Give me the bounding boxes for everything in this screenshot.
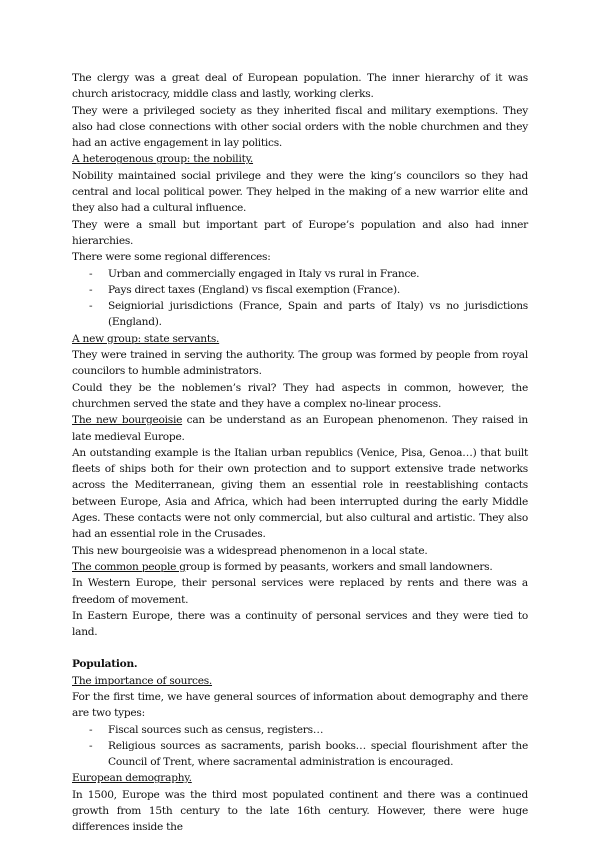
- paragraph-trained: They were trained in serving the authority. The group was formed by people from royal councilors to humble administrators.: [72, 349, 528, 378]
- paragraph-bourgeoisie: [72, 412, 528, 445]
- common-people-term: The common people g: [72, 560, 186, 573]
- paragraph-rival: Could they be the noblemen’s rival? They had aspects in common, however, the churchmen served the state and they have a complex no-linear process.: [72, 381, 528, 410]
- bourgeoisie-text: can be understand as an European phenomenon. They raised in late medieval Europe.: [72, 414, 528, 443]
- document-page: [72, 70, 528, 836]
- heading-nobility: A heterogenous group: the nobility.: [72, 153, 254, 166]
- sources-list: [72, 722, 528, 771]
- bourgeoisie-term: The new bourgeoisie: [72, 414, 183, 427]
- heading-state-servants: A new group: state servants.: [72, 332, 220, 345]
- heading-sources: The importance of sources.: [72, 674, 213, 687]
- list-item: - Fiscal sources such as census, registers…: [72, 722, 528, 738]
- paragraph-common-people: [72, 559, 528, 575]
- list-item: - Seigniorial jurisdictions (France, Spain and parts of Italy) vs no jurisdictions (England).: [72, 298, 528, 331]
- paragraph-sources: For the first time, we have general sources of information about demography and there are two types:: [72, 690, 528, 720]
- list-item: - Pays direct taxes (England) vs fiscal exemption (France).: [72, 282, 528, 298]
- paragraph-privileged: They were a privileged society as they inherited fiscal and military exemptions. They also had close connections with other social orders with the noble churchmen and they had an active engagement in lay politics.: [72, 104, 528, 150]
- list-item: - Religious sources as sacraments, parish books… special flourishment after the Council of Trent, where sacramental administration is encouraged.: [72, 738, 528, 771]
- paragraph-small-part: They were a small but important part of Europe’s population and also had inner hierarchies.: [72, 218, 528, 247]
- paragraph-nobility: Nobility maintained social privilege and they were the king’s councilors so they had central and local political power. They helped in the making of a new warrior elite and they also had a cultural influence.: [72, 169, 528, 215]
- spacer: [72, 640, 528, 656]
- paragraph-regional: There were some regional differences:: [72, 251, 271, 264]
- list-item: - Urban and commercially engaged in Italy vs rural in France.: [72, 266, 528, 282]
- paragraph-eastern-europe: In Eastern Europe, there was a continuity of personal services and they were tied to land.: [72, 609, 528, 639]
- paragraph-widespread: This new bourgeoisie was a widespread phenomenon in a local state.: [72, 544, 428, 557]
- paragraph-demography: In 1500, Europe was the third most populated continent and there was a continued growth from 15th century to the late 16th century. However, there were huge differences inside the: [72, 788, 528, 834]
- common-people-text: roup is formed by peasants, workers and small landowners.: [185, 560, 493, 573]
- paragraph-italian-republics: An outstanding example is the Italian urban republics (Venice, Pisa, Genoa…) that built fleets of ships both for their own protection and to support extensive trade networks across the Mediterranean, giving them an essential role in reestablishing contacts between Europe, Asia and Africa, which had been interrupted during the early Middle Ages. These contacts were not only commercial, but also cultural and artistic. They also had an essential role in the Crusades.: [72, 446, 528, 541]
- paragraph-western-europe: In Western Europe, their personal services were replaced by rents and there was a freedom of movement.: [72, 577, 528, 606]
- heading-population: Population.: [72, 658, 138, 671]
- regional-list: [72, 266, 528, 331]
- heading-demography: European demography.: [72, 772, 192, 785]
- paragraph-clergy: The clergy was a great deal of European population. The inner hierarchy of it was church aristocracy, middle class and lastly, working clerks.: [72, 72, 528, 101]
